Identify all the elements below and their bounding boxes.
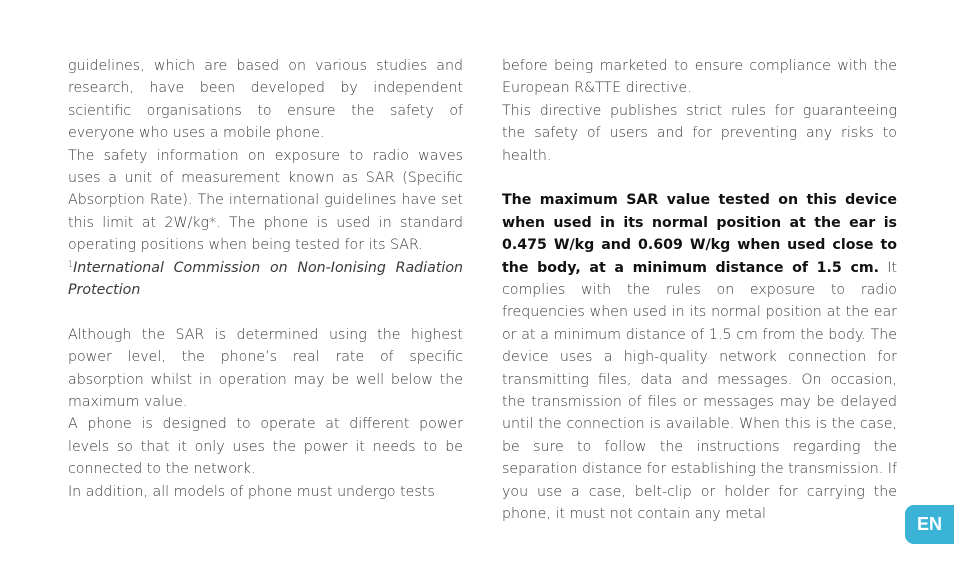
right-text-column bbox=[502, 55, 897, 526]
footnote-text: International Commission on Non-Ionising Radiation Protection bbox=[68, 259, 463, 299]
footnote bbox=[68, 257, 463, 302]
paragraph: A phone is designed to operate at different power levels so that it only uses the power it needs to be connected to the network. bbox=[68, 416, 463, 478]
paragraph: The safety information on exposure to radio waves uses a unit of measurement known as SAR (Specific Absorption Rate). The international guidelines have set this limit at 2W/kg*. The phone is used in standard operating positions when being tested for its SAR. bbox=[68, 147, 463, 254]
paragraph: This directive publishes strict rules for guaranteeing the safety of users and for preventing any risks to health. bbox=[502, 102, 897, 164]
paragraph: guidelines, which are based on various studies and research, have been developed by independent scientific organisations to ensure the safety of everyone who uses a mobile phone. bbox=[68, 58, 463, 142]
paragraph: In addition, all models of phone must undergo tests bbox=[68, 483, 435, 500]
paragraph: Although the SAR is determined using the highest power level, the phone’s real rate of specific absorption whilst in operation may be well below the maximum value. bbox=[68, 326, 463, 411]
left-text-column bbox=[68, 55, 463, 503]
sar-compliance-text: It complies with the rules on exposure to radio frequencies when used in its normal position at the ear or at a minimum distance of 1.5 cm from the body. The device uses a high-quality network connection for transmitting files, data and messages. On occasion, the transmission of files or messages may be delayed until the connection is available. When this is the case, be sure to follow the instructions regarding the separation distance for establishing the transmission. If you use a case, belt-clip or holder for carrying the phone, it must not contain any metal bbox=[502, 259, 897, 523]
paragraph-gap bbox=[68, 301, 463, 323]
paragraph-gap bbox=[502, 167, 897, 189]
sar-value-statement: The maximum SAR value tested on this device when used in its normal position at the ear is 0.475 W/kg and 0.609 W/kg when used close to the body, at a minimum distance of 1.5 cm. bbox=[502, 192, 897, 276]
language-tab[interactable]: EN bbox=[905, 505, 954, 544]
footnote-mark: 1 bbox=[68, 258, 74, 268]
paragraph: before being marketed to ensure compliance with the European R&TTE directive. bbox=[502, 58, 897, 97]
sar-paragraph bbox=[502, 189, 897, 525]
